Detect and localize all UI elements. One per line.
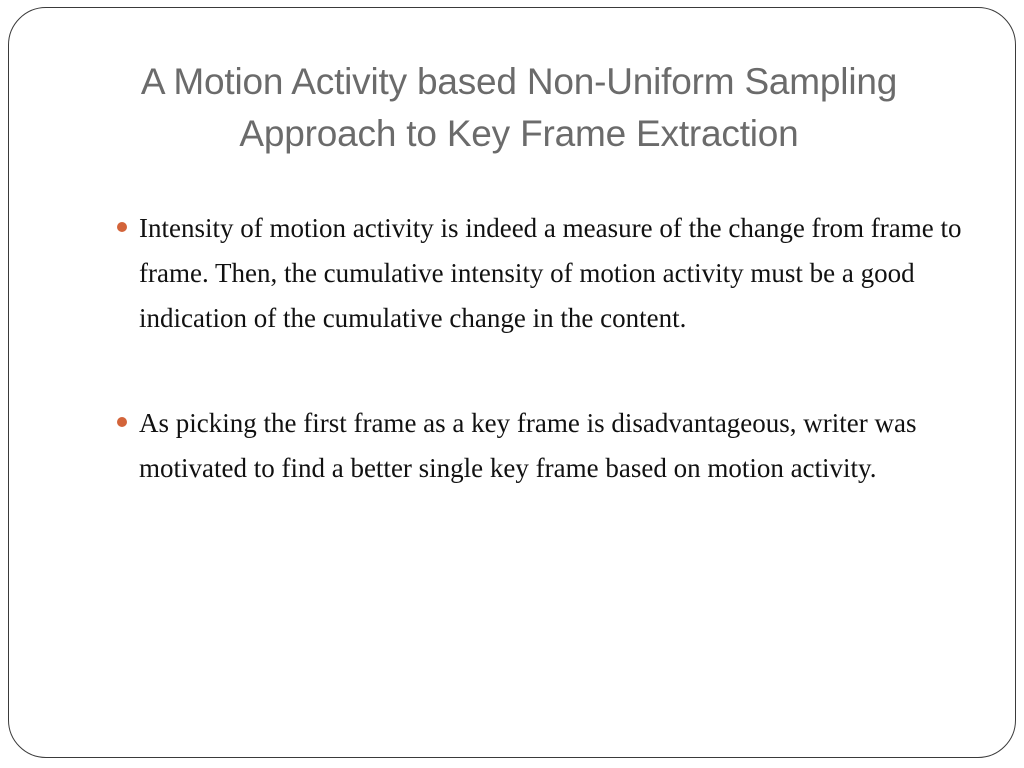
slide-title: A Motion Activity based Non-Uniform Sampling Approach to Key Frame Extraction	[140, 61, 898, 154]
bullet-item	[117, 206, 967, 341]
bullet-text: As picking the first frame as a key frame is disadvantageous, writer was motivated to find a better single key frame based on motion activity.	[139, 408, 917, 483]
bullet-dot-icon	[117, 222, 127, 232]
bullet-item	[117, 401, 967, 491]
bullet-dot-icon	[117, 417, 127, 427]
bullet-list	[117, 206, 967, 491]
slide-frame	[8, 7, 1016, 758]
bullet-text: Intensity of motion activity is indeed a measure of the change from frame to frame. Then, the cumulative intensity of motion activity must be a good indication of the cumulative change in the content.	[139, 213, 962, 333]
